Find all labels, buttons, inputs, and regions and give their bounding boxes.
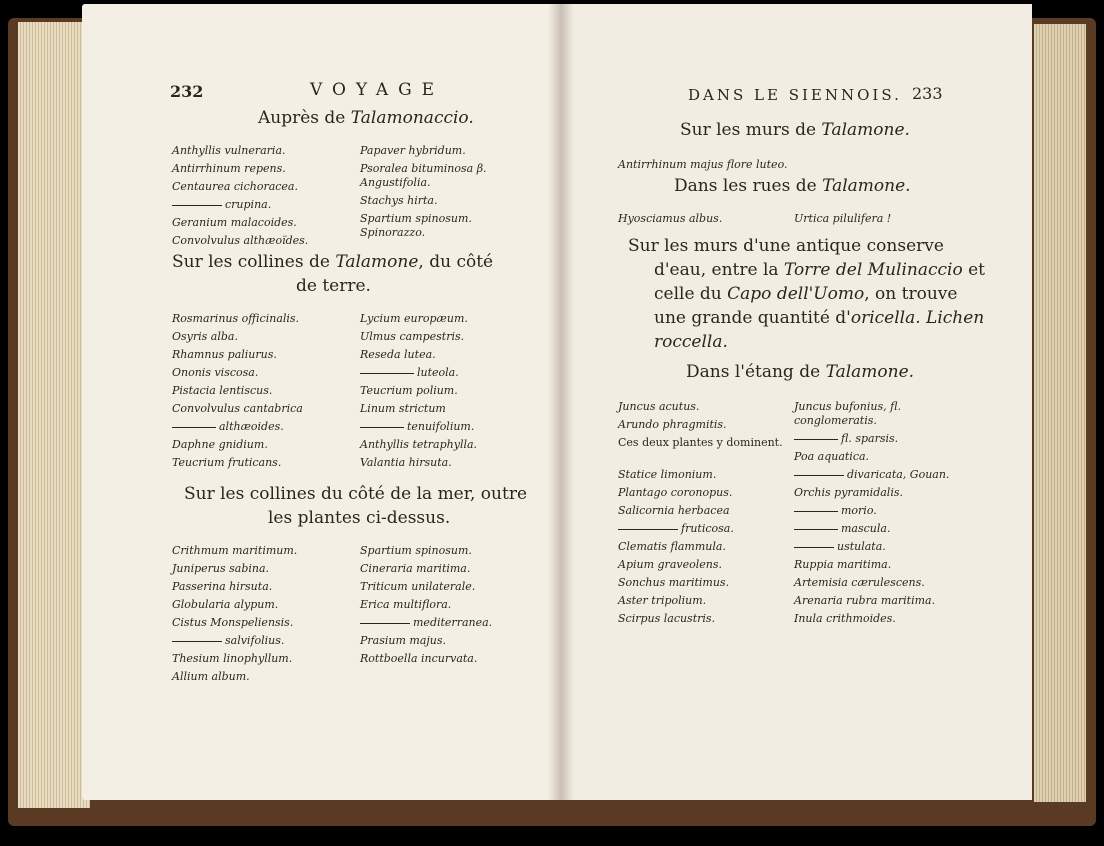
list-item: Spartium spinosum. Spinorazzo. [360, 212, 472, 239]
paragraph-line: d'eau, entre la Torre del Mulinaccio et [654, 260, 986, 280]
section-title-rues: Dans les rues de Talamone. [674, 176, 911, 196]
list-collines-mer-col1 [172, 544, 342, 688]
list-collines-mer-col2 [360, 544, 530, 670]
section-title-talamonaccio: Auprès de Talamonaccio. [258, 108, 474, 128]
list-talamonaccio-col1 [172, 144, 342, 252]
list-item: Rottboella incurvata. [360, 652, 478, 665]
list-item: Ces deux plantes y dominent. [618, 436, 783, 449]
list-item: Reseda lutea. [360, 348, 436, 361]
list-item: tenuifolium. [360, 420, 522, 438]
list-item: Antirrhinum majus flore luteo. [618, 158, 788, 171]
list-item: Osyris alba. [172, 330, 238, 343]
list-collines-terre-col1 [172, 312, 342, 474]
list-item: Spartium spinosum. [360, 544, 472, 557]
list-item: Orchis pyramidalis. [794, 486, 903, 499]
list-item: Geranium malacoides. [172, 216, 297, 229]
section-title-collines-terre-line2: de terre. [296, 276, 371, 296]
list-item: Thesium linophyllum. [172, 652, 293, 665]
list-item: Antirrhinum repens. [172, 162, 286, 175]
section-title-collines-mer-line2: les plantes ci-dessus. [268, 508, 451, 528]
list-item: Apium graveolens. [618, 558, 722, 571]
list-item: Anthyllis tetraphylla. [360, 438, 478, 451]
list-item: Crithmum maritimum. [172, 544, 298, 557]
list-item: mediterranea. [360, 616, 530, 634]
list-item: Hyosciamus albus. [618, 212, 723, 225]
list-item: Juncus acutus. [618, 400, 700, 413]
list-item: Cineraria maritima. [360, 562, 471, 575]
list-item: Stachys hirta. [360, 194, 438, 207]
list-item: luteola. [360, 366, 522, 384]
list-item: Ruppia maritima. [794, 558, 892, 571]
list-item: Daphne gnidium. [172, 438, 268, 451]
list-item: Centaurea cichoracea. [172, 180, 298, 193]
list-item: crupina. [172, 198, 342, 216]
list-item: Inula crithmoides. [794, 612, 896, 625]
list-item: Convolvulus althæoïdes. [172, 234, 309, 247]
list-item: Juniperus sabina. [172, 562, 270, 575]
list-item: ustulata. [794, 540, 962, 558]
list-item: Teucrium fruticans. [172, 456, 282, 469]
list-item: Poa aquatica. [794, 450, 870, 463]
list-item: Ulmus campestris. [360, 330, 465, 343]
paragraph-line: roccella. [654, 332, 728, 352]
list-etang-col2 [794, 400, 962, 630]
left-page [82, 4, 560, 800]
list-item: Cistus Monspeliensis. [172, 616, 294, 629]
list-item: Salicornia herbacea [618, 504, 730, 517]
list-item: Anthyllis vulneraria. [172, 144, 286, 157]
list-item: althæoides. [172, 420, 342, 438]
list-item: Rhamnus paliurus. [172, 348, 277, 361]
page-edges-left [18, 22, 90, 808]
paragraph-line: celle du Capo dell'Uomo, on trouve [654, 284, 958, 304]
list-item: Prasium majus. [360, 634, 447, 647]
list-item: mascula. [794, 522, 962, 540]
list-etang-col1 [618, 400, 796, 630]
list-item: Juncus bufonius, fl. conglomeratis. [794, 400, 901, 427]
list-item: Allium album. [172, 670, 250, 683]
list-collines-terre-col2 [360, 312, 522, 474]
section-title-collines-mer: Sur les collines du côté de la mer, outre [184, 484, 528, 504]
list-item: Teucrium polium. [360, 384, 458, 397]
list-item: Plantago coronopus. [618, 486, 733, 499]
list-item: Clematis flammula. [618, 540, 726, 553]
list-item: divaricata, Gouan. [794, 468, 962, 486]
list-item: Urtica pilulifera ! [794, 212, 892, 225]
list-item: Valantia hirsuta. [360, 456, 452, 469]
list-item: fruticosa. [618, 522, 796, 540]
section-title-etang: Dans l'étang de Talamone. [686, 362, 915, 382]
list-item: Convolvulus cantabrica [172, 402, 303, 415]
list-item: Pistacia lentiscus. [172, 384, 273, 397]
paragraph-line: Sur les murs d'une antique conserve [628, 236, 944, 256]
list-item: Scirpus lacustris. [618, 612, 716, 625]
list-item: Rosmarinus officinalis. [172, 312, 300, 325]
list-item: fl. sparsis. [794, 432, 962, 450]
left-page-number: 232 [170, 82, 204, 101]
list-item: Ononis viscosa. [172, 366, 259, 379]
list-item: salvifolius. [172, 634, 342, 652]
page-edges-right [1034, 24, 1086, 802]
list-item: Linum strictum [360, 402, 446, 415]
list-item: Statice limonium. [618, 468, 717, 481]
paragraph-line: une grande quantité d'oricella. Lichen [654, 308, 985, 328]
list-item: Sonchus maritimus. [618, 576, 730, 589]
left-running-head: VOYAGE [310, 80, 445, 100]
list-item: Lycium europæum. [360, 312, 468, 325]
list-item: Passerina hirsuta. [172, 580, 273, 593]
list-item: Erica multiflora. [360, 598, 452, 611]
list-item: Aster tripolium. [618, 594, 707, 607]
list-item: Triticum unilaterale. [360, 580, 476, 593]
book-gutter [548, 4, 574, 800]
list-item: morio. [794, 504, 962, 522]
section-title-murs: Sur les murs de Talamone. [680, 120, 910, 140]
right-page-number: 233 [912, 84, 943, 103]
list-item: Arundo phragmitis. [618, 418, 727, 431]
list-item: Arenaria rubra maritima. [794, 594, 936, 607]
right-page [560, 4, 1032, 800]
list-talamonaccio-col2 [360, 144, 522, 244]
list-item: Artemisia cærulescens. [794, 576, 925, 589]
list-item: Papaver hybridum. [360, 144, 466, 157]
right-running-head: DANS LE SIENNOIS. [688, 86, 902, 104]
list-item: Globularia alypum. [172, 598, 279, 611]
section-title-collines-terre: Sur les collines de Talamone, du côté [172, 252, 494, 272]
list-item: Psoralea bituminosa β. Angustifolia. [360, 162, 487, 189]
